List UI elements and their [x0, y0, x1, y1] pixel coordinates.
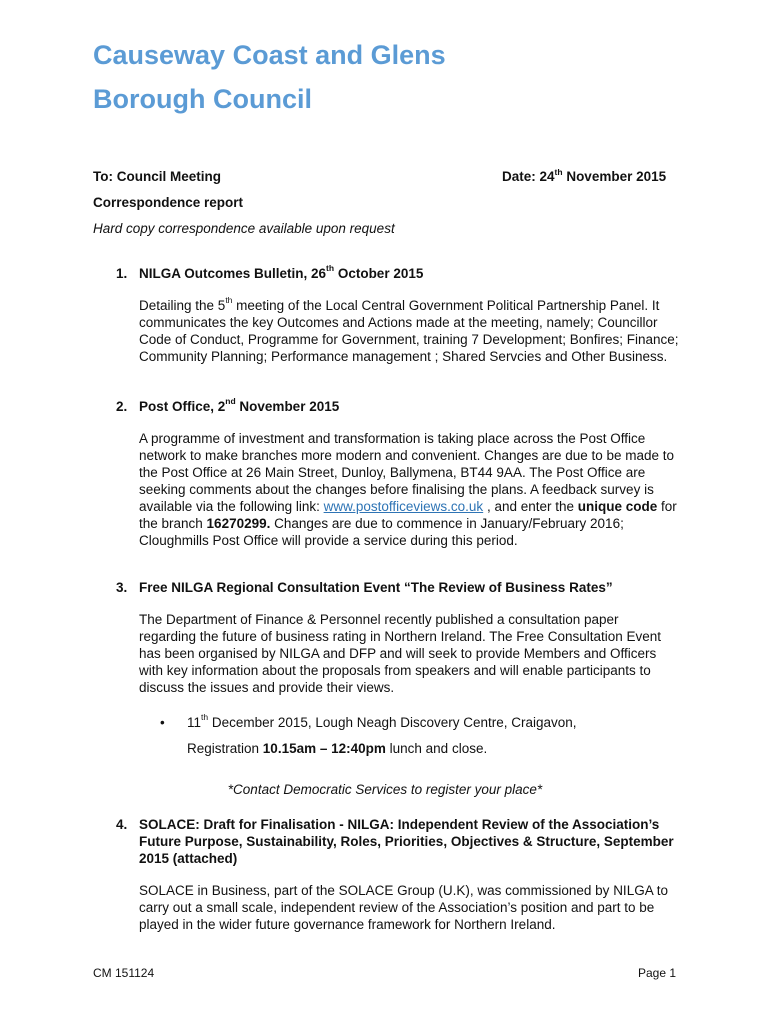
- event-date-location: 11th December 2015, Lough Neagh Discovery Centre, Craigavon,: [187, 712, 577, 730]
- section-4: [116, 816, 686, 933]
- section-3-title: 3. Free NILGA Regional Consultation Event “The Review of Business Rates”: [116, 580, 613, 595]
- section-4-body: SOLACE in Business, part of the SOLACE Group (U.K), was commissioned by NILGA to carry out a small scale, independent review of the Association’s position and part to be played in the wider future governance framework for Northern Ireland.: [139, 883, 668, 932]
- section-1: [116, 265, 686, 365]
- section-3-body: The Department of Finance & Personnel recently published a consultation paper regarding the future of business rating in Northern Ireland. The Free Consultation Event has been organised by NILGA and DFP and will seek to provide Members and Officers with key information about the proposals from speakers and will enable participants to discuss the issues and provide their views.: [139, 612, 662, 695]
- section-4-title: 4. SOLACE: Draft for Finalisation - NILGA: Independent Review of the Association’s Future Purpose, Sustainability, Roles, Priorities, Objectives & Structure, September 2015 (attached): [116, 817, 674, 866]
- hard-copy-note: Hard copy correspondence available upon request: [93, 221, 395, 236]
- event-registration: Registration 10.15am – 12:40pm lunch and close.: [187, 741, 488, 756]
- bullet-icon: •: [160, 715, 165, 730]
- report-type: Correspondence report: [93, 195, 244, 210]
- contact-note: *Contact Democratic Services to register your place*: [227, 782, 543, 797]
- council-title: Causeway Coast and Glens: [93, 40, 446, 70]
- section-2-body: A programme of investment and transformation is taking place across the Post Office network to make branches more modern and convenient. Changes are due to be made to the Post Office at 26 Main Street, Dunloy, Ballymena, BT44 9AA. The Post Office are seeking comments about the changes before finalising the plans. A feedback survey is available via the following link: www.postofficeviews.co.uk , and enter the unique code for the branch 16270299. Changes are due to commence in January/February 2016; Cloughmills Post Office will provide a service during this period.: [139, 431, 677, 548]
- council-subtitle: Borough Council: [93, 84, 312, 114]
- footer-page-number: Page 1: [638, 966, 677, 980]
- footer-reference: CM 151124: [93, 966, 155, 980]
- section-2: [116, 398, 686, 549]
- post-office-survey-link[interactable]: www.postofficeviews.co.uk: [323, 499, 484, 514]
- section-1-title: 1. NILGA Outcomes Bulletin, 26th October 2015: [116, 263, 424, 281]
- section-1-body: Detailing the 5th meeting of the Local Central Government Political Partnership Panel. It communicates the key Outcomes and Actions made at the meeting, namely; Councillor Code of Conduct, Programme for Government, training 7 Development; Bonfires; Finance; Community Planning; Performance management ; Shared Servcies and Other Business.: [139, 295, 679, 364]
- recipient-line: To: Council Meeting: [93, 169, 221, 184]
- section-2-title: 2. Post Office, 2nd November 2015: [116, 396, 340, 414]
- date-line: Date: 24th November 2015: [502, 167, 667, 184]
- section-3: [116, 579, 686, 696]
